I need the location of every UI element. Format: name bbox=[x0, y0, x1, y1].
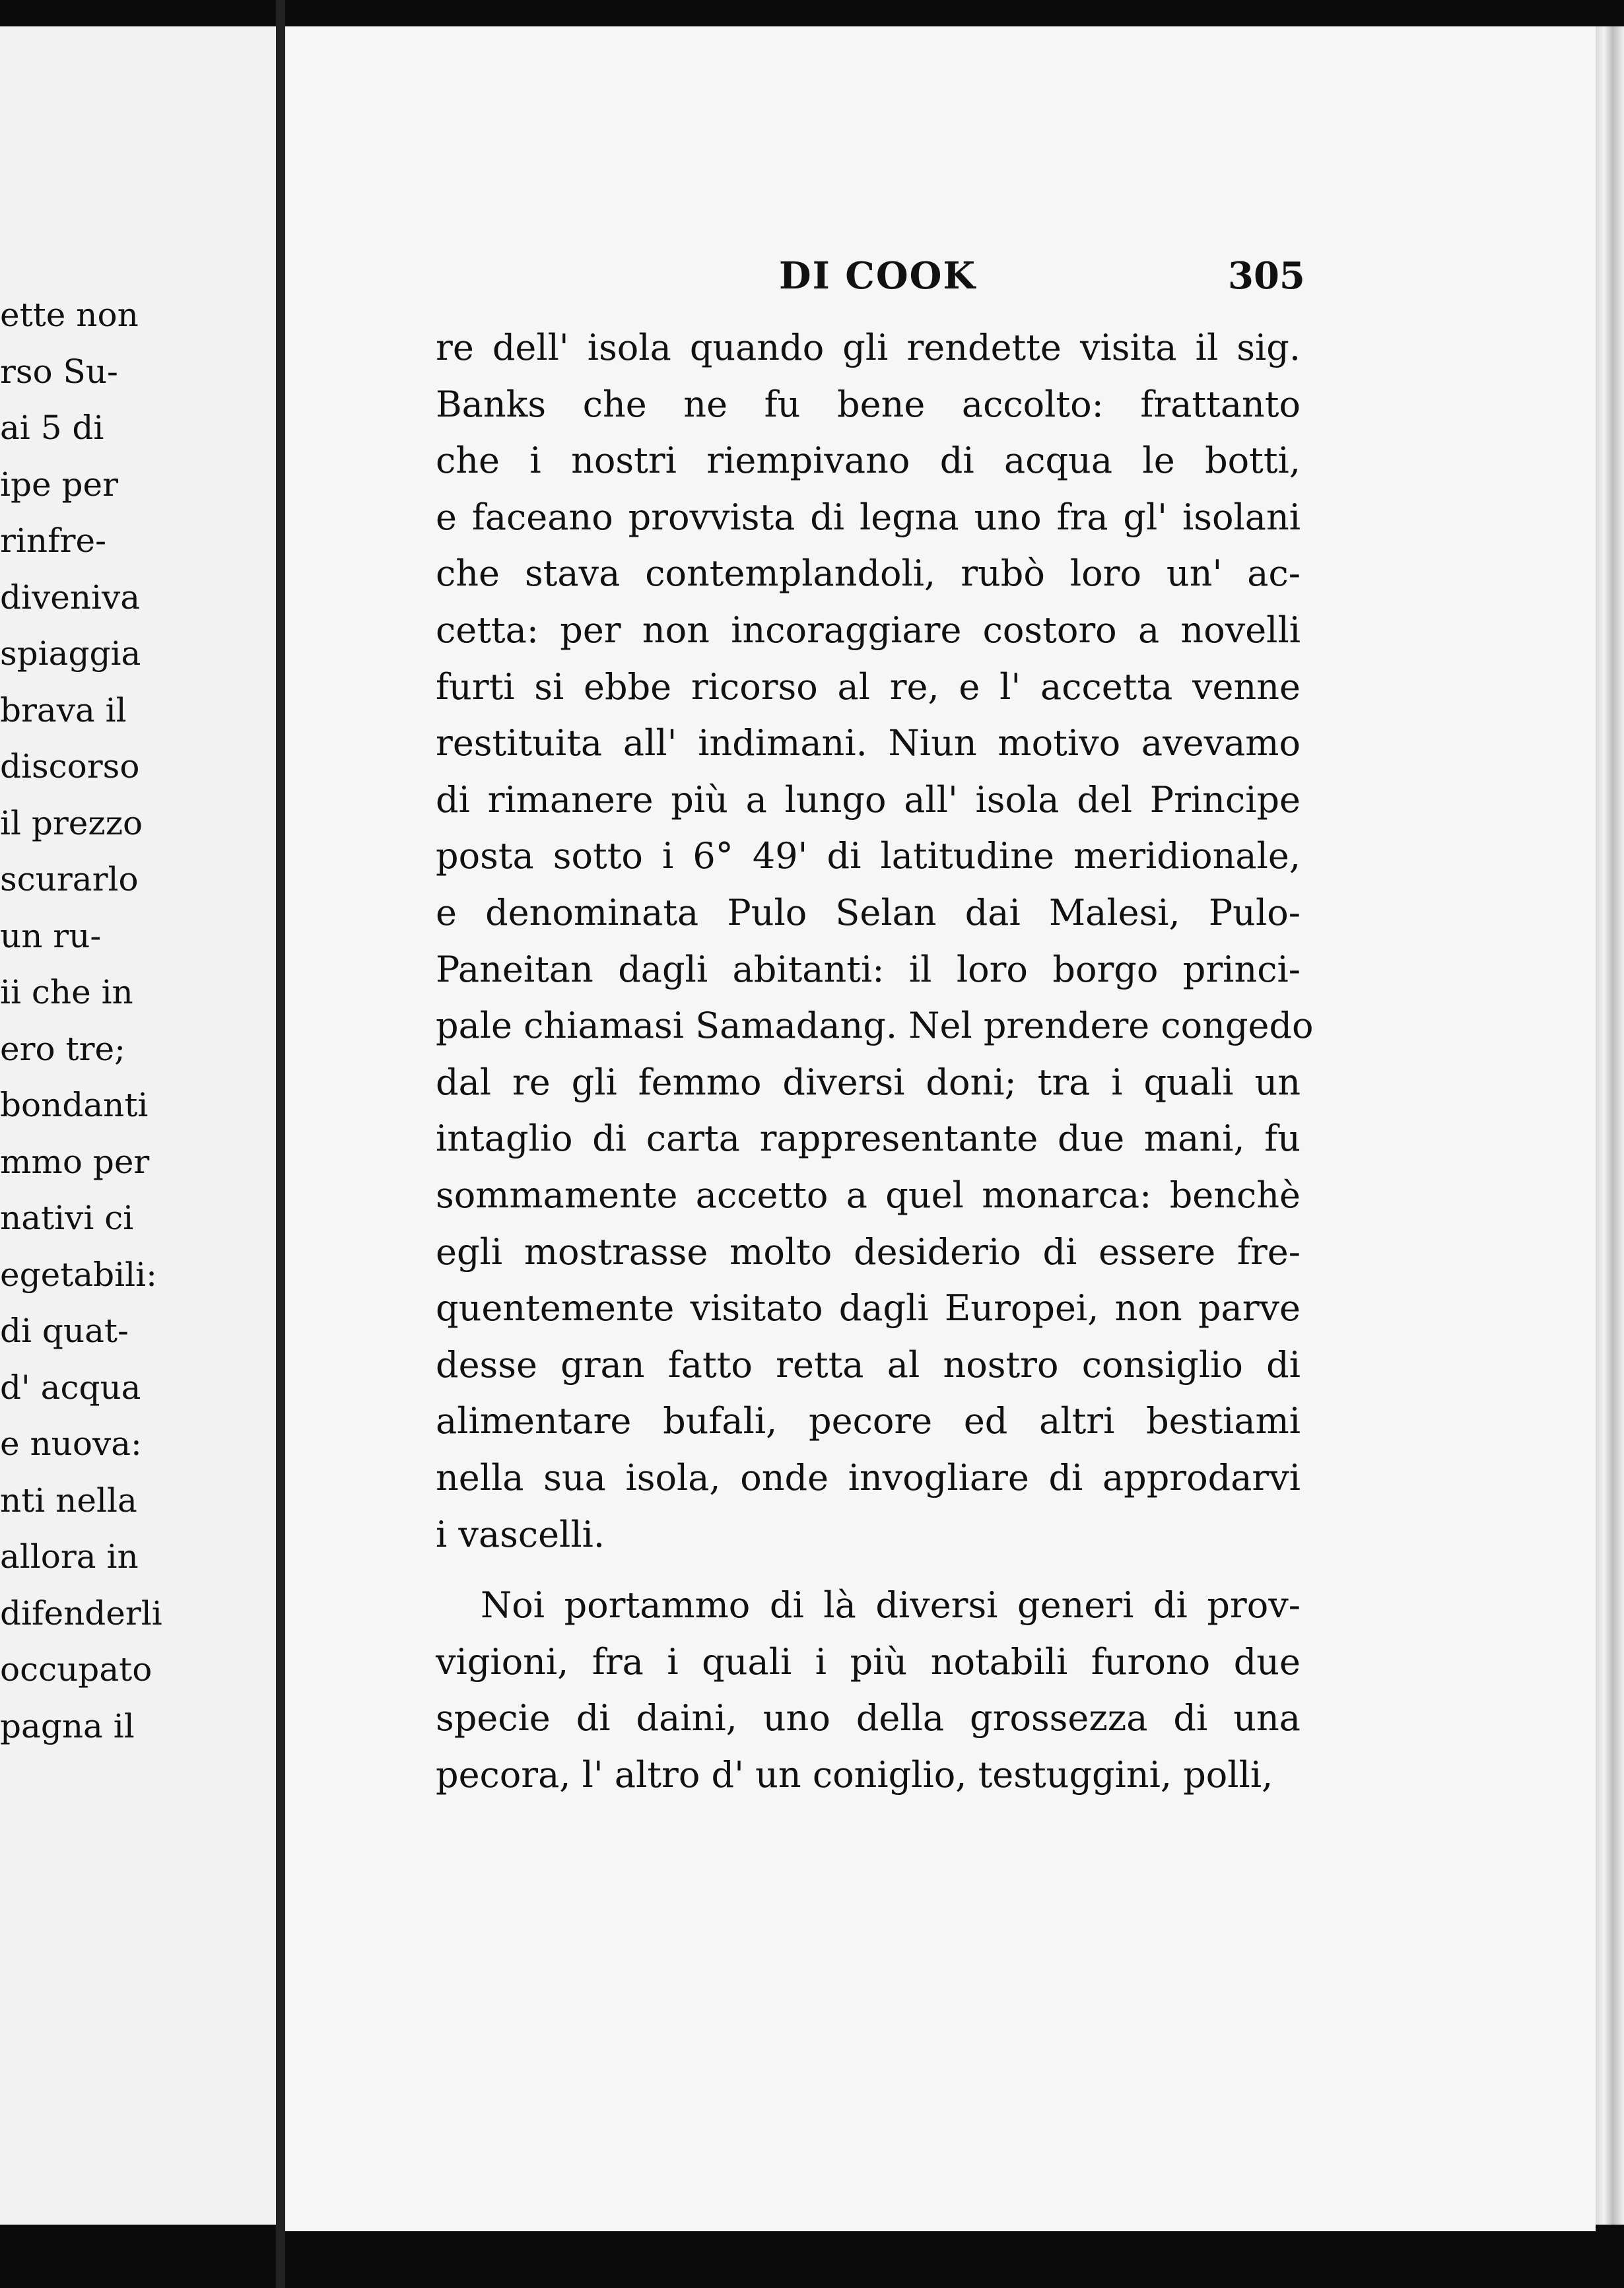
text-line: intaglio di carta rappresentante due mani, fu bbox=[436, 1118, 1301, 1160]
text-line: desse gran fatto retta al nostro consiglio di bbox=[436, 1343, 1301, 1386]
left-page-line: egetabili: bbox=[0, 1255, 157, 1294]
book-gutter bbox=[276, 0, 285, 2288]
text-line: alimentare bufali, pecore ed altri bestiami bbox=[436, 1400, 1301, 1442]
text-line: pecora, l' altro d' un coniglio, testuggini, polli, bbox=[436, 1754, 1273, 1796]
left-page-line: mmo per bbox=[0, 1142, 150, 1181]
left-page-line: difenderli bbox=[0, 1594, 162, 1632]
text-line: nella sua isola, onde invogliare di approdarvi bbox=[436, 1457, 1301, 1498]
text-line: specie di daini, uno della grossezza di una bbox=[436, 1697, 1301, 1739]
left-page-line: ii che in bbox=[0, 973, 133, 1011]
left-page-line: scurarlo bbox=[0, 860, 139, 898]
text-line: e faceano provvista di legna uno fra gl' isolani bbox=[436, 496, 1301, 538]
left-page-line: ai 5 di bbox=[0, 409, 104, 447]
left-page bbox=[0, 26, 277, 2225]
left-page-line: rso Su- bbox=[0, 352, 118, 391]
text-line: egli mostrasse molto desiderio di essere fre- bbox=[436, 1230, 1301, 1273]
running-head: DI COOK bbox=[779, 254, 977, 298]
text-line: sommamente accetto a quel monarca: benchè bbox=[436, 1174, 1301, 1216]
left-page-line: di quat- bbox=[0, 1312, 129, 1350]
left-page-line: pagna il bbox=[0, 1706, 135, 1745]
text-line: cetta: per non incoraggiare costoro a novelli bbox=[436, 609, 1301, 651]
text-line: Banks che ne fu bene accolto: frattanto bbox=[436, 383, 1301, 425]
left-page-line: discorso bbox=[0, 747, 140, 786]
text-line: che i nostri riempivano di acqua le botti, bbox=[436, 440, 1301, 482]
left-page-line: nativi ci bbox=[0, 1199, 134, 1237]
text-line: restituita all' indimani. Niun motivo avevamo bbox=[436, 722, 1301, 764]
text-line: posta sotto i 6° 49' di latitudine meridionale, bbox=[436, 835, 1301, 877]
left-page-line: d' acqua bbox=[0, 1368, 141, 1407]
text-line: e denominata Pulo Selan dai Malesi, Pulo- bbox=[436, 892, 1301, 933]
left-page-line: occupato bbox=[0, 1650, 152, 1689]
text-line: dal re gli femmo diversi doni; tra i quali un bbox=[436, 1061, 1301, 1103]
text-line: Noi portammo di là diversi generi di prov- bbox=[481, 1584, 1301, 1627]
left-page-line: ette non bbox=[0, 296, 139, 334]
text-line: furti si ebbe ricorso al re, e l' accetta venne bbox=[436, 665, 1301, 708]
left-page-line: allora in bbox=[0, 1537, 139, 1576]
left-page-line: bondanti bbox=[0, 1086, 149, 1124]
left-page-line: e nuova: bbox=[0, 1425, 142, 1463]
page-edge bbox=[1596, 26, 1624, 2225]
text-line: re dell' isola quando gli rendette visita il sig. bbox=[436, 327, 1301, 368]
page-number: 305 bbox=[1228, 254, 1305, 298]
left-page-line: spiaggia bbox=[0, 634, 141, 673]
text-line: Paneitan dagli abitanti: il loro borgo princi- bbox=[436, 948, 1301, 990]
text-line: che stava contemplandoli, rubò loro un' ac- bbox=[436, 553, 1301, 595]
text-line: di rimanere più a lungo all' isola del Principe bbox=[436, 778, 1301, 821]
left-page-line: ipe per bbox=[0, 465, 118, 504]
left-page-line: il prezzo bbox=[0, 803, 143, 842]
left-page-line: un ru- bbox=[0, 916, 102, 955]
left-page-line: nti nella bbox=[0, 1481, 137, 1520]
text-line: pale chiamasi Samadang. Nel prendere congedo bbox=[436, 1005, 1314, 1047]
left-page-line: ero tre; bbox=[0, 1029, 125, 1068]
left-page-line: brava il bbox=[0, 690, 127, 729]
text-line: i vascelli. bbox=[436, 1513, 605, 1555]
left-page-line: diveniva bbox=[0, 578, 141, 617]
text-line: vigioni, fra i quali i più notabili furono due bbox=[436, 1640, 1301, 1683]
text-line: quentemente visitato dagli Europei, non parve bbox=[436, 1287, 1301, 1329]
left-page-line: rinfre- bbox=[0, 522, 106, 560]
